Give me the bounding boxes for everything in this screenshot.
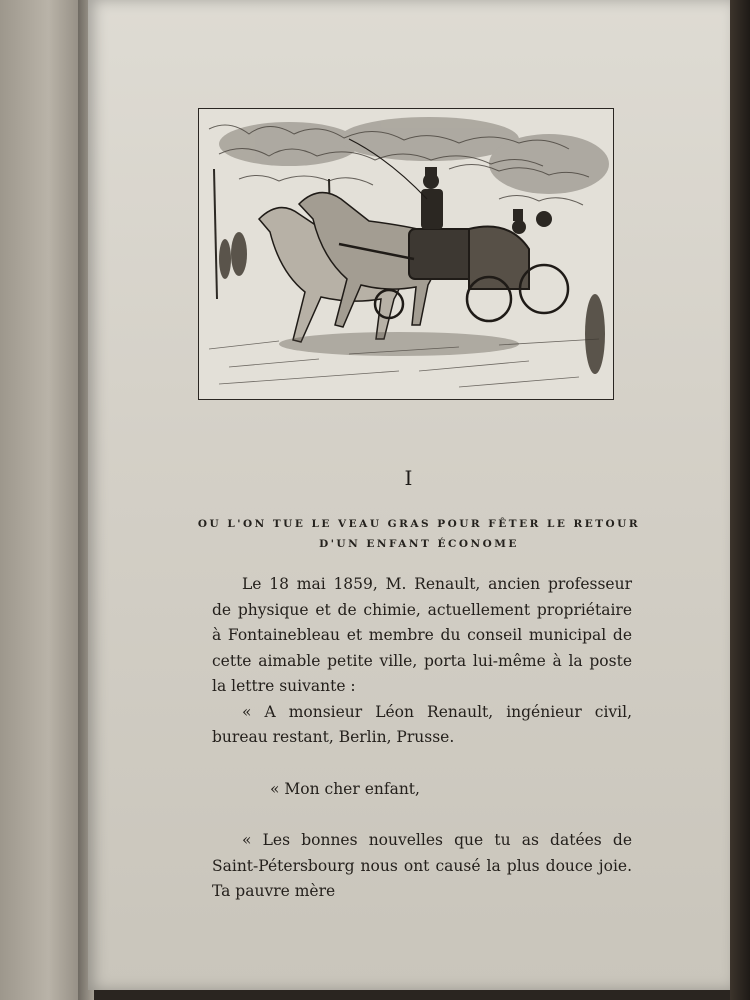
paragraph-salutation: « Mon cher enfant, (270, 779, 420, 798)
carriage-engraving (198, 108, 614, 400)
facing-page-edge (0, 0, 88, 1000)
paragraph-letter-start: « Les bonnes nouvelles que tu as datées de Saint-Pétersbourg nous ont causé la plus douce joie. Ta pauvre mère (212, 831, 632, 900)
chapter-title-line-2: D'UN ENFANT ÉCONOME (319, 538, 519, 550)
paragraph-opening: Le 18 mai 1859, M. Renault, ancien professeur de physique et de chimie, actuellement propriétaire à Fontainebleau et membre du conseil municipal de cette aimable petite ville, porta lui-même à la poste la lettre suivante : (212, 575, 632, 695)
book-page (88, 0, 730, 990)
chapter-title-line-1: OU L'ON TUE LE VEAU GRAS POUR FÊTER LE RETOUR (197, 518, 641, 530)
chapter-body (212, 572, 632, 905)
chapter-number: I (404, 466, 414, 490)
paragraph-address: « A monsieur Léon Renault, ingénieur civil, bureau restant, Berlin, Prusse. (212, 702, 632, 746)
book-cover-edge (730, 0, 750, 1000)
